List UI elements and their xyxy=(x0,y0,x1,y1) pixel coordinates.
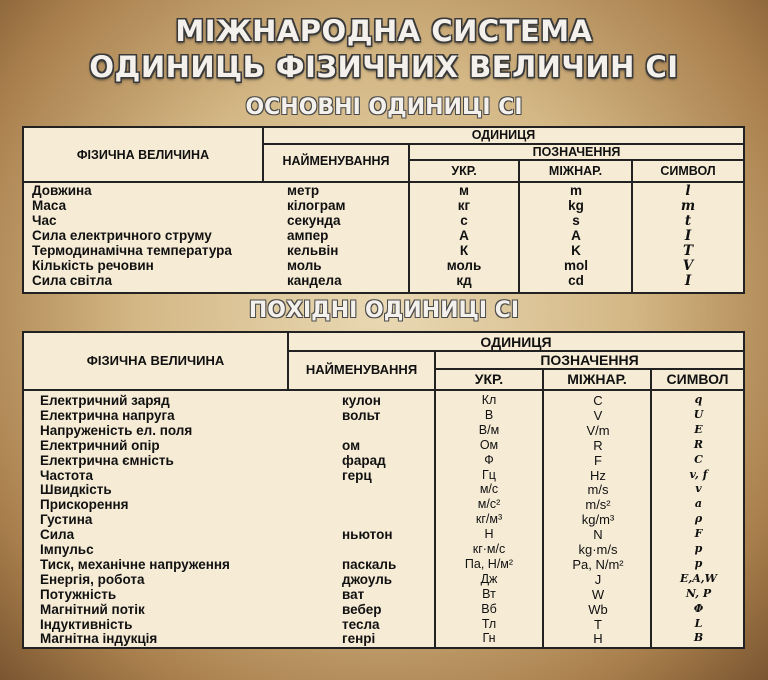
unit-name-cell: герц xyxy=(342,467,372,483)
unit-name-cell: фарад xyxy=(342,452,386,468)
ukr-designation-cell: Гц xyxy=(482,467,496,482)
ukr-designation-cell: кг/м³ xyxy=(475,512,503,527)
quantity-cell: Прискорення xyxy=(40,497,129,513)
unit-name-cell: генрі xyxy=(342,631,376,647)
header-symbol-2: СИМВОЛ xyxy=(666,371,729,387)
unit-name-cell: ампер xyxy=(287,228,329,243)
quantity-cell: Магнітна індукція xyxy=(40,631,158,647)
unit-name-cell: вебер xyxy=(342,601,382,617)
symbol-cell: N, P xyxy=(685,586,712,600)
quantity-cell: Електрична напруга xyxy=(40,407,175,423)
unit-name-cell: секунда xyxy=(287,213,341,228)
symbol-cell: m xyxy=(680,198,696,214)
ukr-designation-cell: Вб xyxy=(481,601,497,616)
header-designation: ПОЗНАЧЕННЯ xyxy=(532,145,621,159)
basic-units-table xyxy=(22,126,745,294)
ukr-designation-cell: кг xyxy=(457,198,471,213)
unit-name-cell: кілограм xyxy=(287,198,346,213)
header-name: НАЙМЕНУВАННЯ xyxy=(282,154,390,168)
intl-designation-cell: V/m xyxy=(586,422,610,438)
ukr-designation-cell: Дж xyxy=(480,571,498,586)
intl-designation-cell: W xyxy=(591,586,605,602)
symbol-cell: a xyxy=(694,497,703,511)
symbol-cell: F xyxy=(694,527,703,541)
symbol-cell: I xyxy=(684,228,692,244)
unit-name-cell: тесла xyxy=(342,616,380,632)
quantity-cell: Енергія, робота xyxy=(40,571,145,587)
symbol-cell: E,A,W xyxy=(680,571,717,585)
ukr-designation-cell: В/м xyxy=(478,422,500,437)
ukr-designation-cell: м/с xyxy=(479,482,499,497)
quantity-cell: Імпульс xyxy=(40,542,94,557)
ukr-designation-cell: Ф xyxy=(484,452,494,467)
intl-designation-cell: F xyxy=(594,452,602,468)
intl-designation-cell: m/s xyxy=(587,482,609,498)
section-title-basic: ОСНОВНІ ОДИНИЦІ СІ xyxy=(245,95,523,120)
ukr-designation-cell: м/с² xyxy=(477,497,501,512)
intl-designation-cell: kg·m/s xyxy=(578,542,618,557)
symbol-cell: I xyxy=(684,273,692,289)
intl-designation-cell: H xyxy=(593,631,603,647)
header-ukr-2: УКР. xyxy=(474,371,504,387)
intl-designation-cell: A xyxy=(571,228,581,243)
symbol-cell: p xyxy=(694,542,703,555)
header-designation-2: ПОЗНАЧЕННЯ xyxy=(540,352,639,368)
quantity-cell: Електрична ємність xyxy=(40,452,174,468)
quantity-cell: Сила електричного струму xyxy=(32,228,212,243)
ukr-designation-cell: В xyxy=(484,407,494,422)
ukr-designation-cell: Па, Н/м² xyxy=(464,556,514,571)
unit-name-cell: кулон xyxy=(342,393,381,408)
ukr-designation-cell: Вт xyxy=(482,586,496,601)
intl-designation-cell: kg/m³ xyxy=(581,512,615,528)
ukr-designation-cell: кд xyxy=(456,273,472,288)
intl-designation-cell: J xyxy=(594,571,602,587)
unit-name-cell: кандела xyxy=(287,273,342,288)
unit-name-cell: метр xyxy=(287,183,320,198)
intl-designation-cell: mol xyxy=(563,258,588,273)
quantity-cell: Тиск, механічне напруження xyxy=(40,556,230,572)
quantity-cell: Густина xyxy=(40,512,93,528)
poster-title-line1: МІЖНАРОДНА СИСТЕМА xyxy=(175,14,593,48)
unit-name-cell: ват xyxy=(342,586,365,602)
ukr-designation-cell: с xyxy=(460,213,468,228)
header-intl: МІЖНАР. xyxy=(548,164,603,178)
header-ukr: УКР. xyxy=(451,164,477,178)
symbol-cell: E xyxy=(694,422,703,436)
symbol-cell: l xyxy=(685,183,691,199)
intl-designation-cell: T xyxy=(594,616,602,632)
header-name-2: НАЙМЕНУВАННЯ xyxy=(305,362,418,377)
quantity-cell: Кількість речовин xyxy=(32,258,154,273)
ukr-designation-cell: Тл xyxy=(481,616,497,631)
unit-name-cell: ом xyxy=(342,437,361,453)
header-quantity: ФІЗИЧНА ВЕЛИЧИНА xyxy=(76,148,210,162)
intl-designation-cell: m/s² xyxy=(585,497,611,513)
intl-designation-cell: V xyxy=(593,407,603,423)
symbol-cell: ρ xyxy=(694,512,703,526)
symbol-cell: Φ xyxy=(693,601,704,615)
ukr-designation-cell: Кл xyxy=(481,393,497,407)
symbol-cell: q xyxy=(694,393,703,406)
symbol-cell: T xyxy=(682,243,694,259)
ukr-designation-cell: моль xyxy=(446,258,482,273)
symbol-cell: C xyxy=(694,452,703,466)
unit-name-cell: паскаль xyxy=(342,556,397,572)
quantity-cell: Довжина xyxy=(32,183,92,198)
ukr-designation-cell: К xyxy=(459,243,469,258)
unit-name-cell: вольт xyxy=(342,407,381,423)
symbol-cell: L xyxy=(694,616,703,630)
symbol-cell: B xyxy=(693,631,704,645)
quantity-cell: Термодинамічна температура xyxy=(32,243,232,258)
poster-title-line2: ОДИНИЦЬ ФІЗИЧНИХ ВЕЛИЧИН СІ xyxy=(89,50,679,84)
unit-name-cell: кельвін xyxy=(287,243,339,258)
intl-designation-cell: R xyxy=(593,437,603,453)
header-quantity-2: ФІЗИЧНА ВЕЛИЧИНА xyxy=(86,353,225,368)
intl-designation-cell: m xyxy=(569,183,582,198)
quantity-cell: Швидкість xyxy=(40,482,112,498)
header-unit-2: ОДИНИЦЯ xyxy=(480,334,552,350)
intl-designation-cell: Pa, N/m² xyxy=(572,556,624,572)
header-unit: ОДИНИЦЯ xyxy=(471,128,536,142)
symbol-cell: v xyxy=(695,482,702,496)
derived-units-table xyxy=(22,331,745,649)
ukr-designation-cell: кг·м/с xyxy=(472,542,506,556)
header-symbol: СИМВОЛ xyxy=(660,164,716,178)
symbol-cell: V xyxy=(682,258,694,274)
ukr-designation-cell: Гн xyxy=(482,631,496,646)
ukr-designation-cell: м xyxy=(459,183,469,198)
intl-designation-cell: Wb xyxy=(588,601,608,617)
unit-name-cell: джоуль xyxy=(342,571,393,587)
ukr-designation-cell: Ом xyxy=(479,437,499,452)
ukr-designation-cell: А xyxy=(459,228,469,243)
quantity-cell: Час xyxy=(32,213,57,228)
quantity-cell: Потужність xyxy=(40,586,117,602)
quantity-cell: Електричний опір xyxy=(40,437,160,453)
quantity-cell: Індуктивність xyxy=(40,616,133,632)
symbol-cell: t xyxy=(684,213,692,229)
quantity-cell: Напруженість ел. поля xyxy=(40,422,193,438)
quantity-cell: Сила xyxy=(40,527,75,543)
header-intl-2: МІЖНАР. xyxy=(567,371,627,387)
quantity-cell: Електричний заряд xyxy=(40,393,170,408)
unit-name-cell: ньютон xyxy=(342,527,393,543)
symbol-cell: p xyxy=(694,556,703,570)
quantity-cell: Маса xyxy=(32,198,67,213)
quantity-cell: Магнітний потік xyxy=(40,601,145,617)
intl-designation-cell: K xyxy=(571,243,581,258)
intl-designation-cell: C xyxy=(593,393,603,408)
quantity-cell: Частота xyxy=(40,467,93,483)
symbol-cell: v, f xyxy=(689,467,708,481)
unit-name-cell: моль xyxy=(287,258,322,273)
section-title-derived: ПОХІДНІ ОДИНИЦІ СІ xyxy=(248,298,520,323)
quantity-cell: Сила світла xyxy=(32,273,112,288)
intl-designation-cell: Hz xyxy=(590,467,606,483)
symbol-cell: R xyxy=(693,437,704,451)
intl-designation-cell: s xyxy=(572,213,580,228)
intl-designation-cell: cd xyxy=(568,273,584,288)
ukr-designation-cell: Н xyxy=(484,527,494,542)
intl-designation-cell: N xyxy=(593,527,603,543)
symbol-cell: U xyxy=(693,407,704,421)
intl-designation-cell: kg xyxy=(568,198,584,213)
